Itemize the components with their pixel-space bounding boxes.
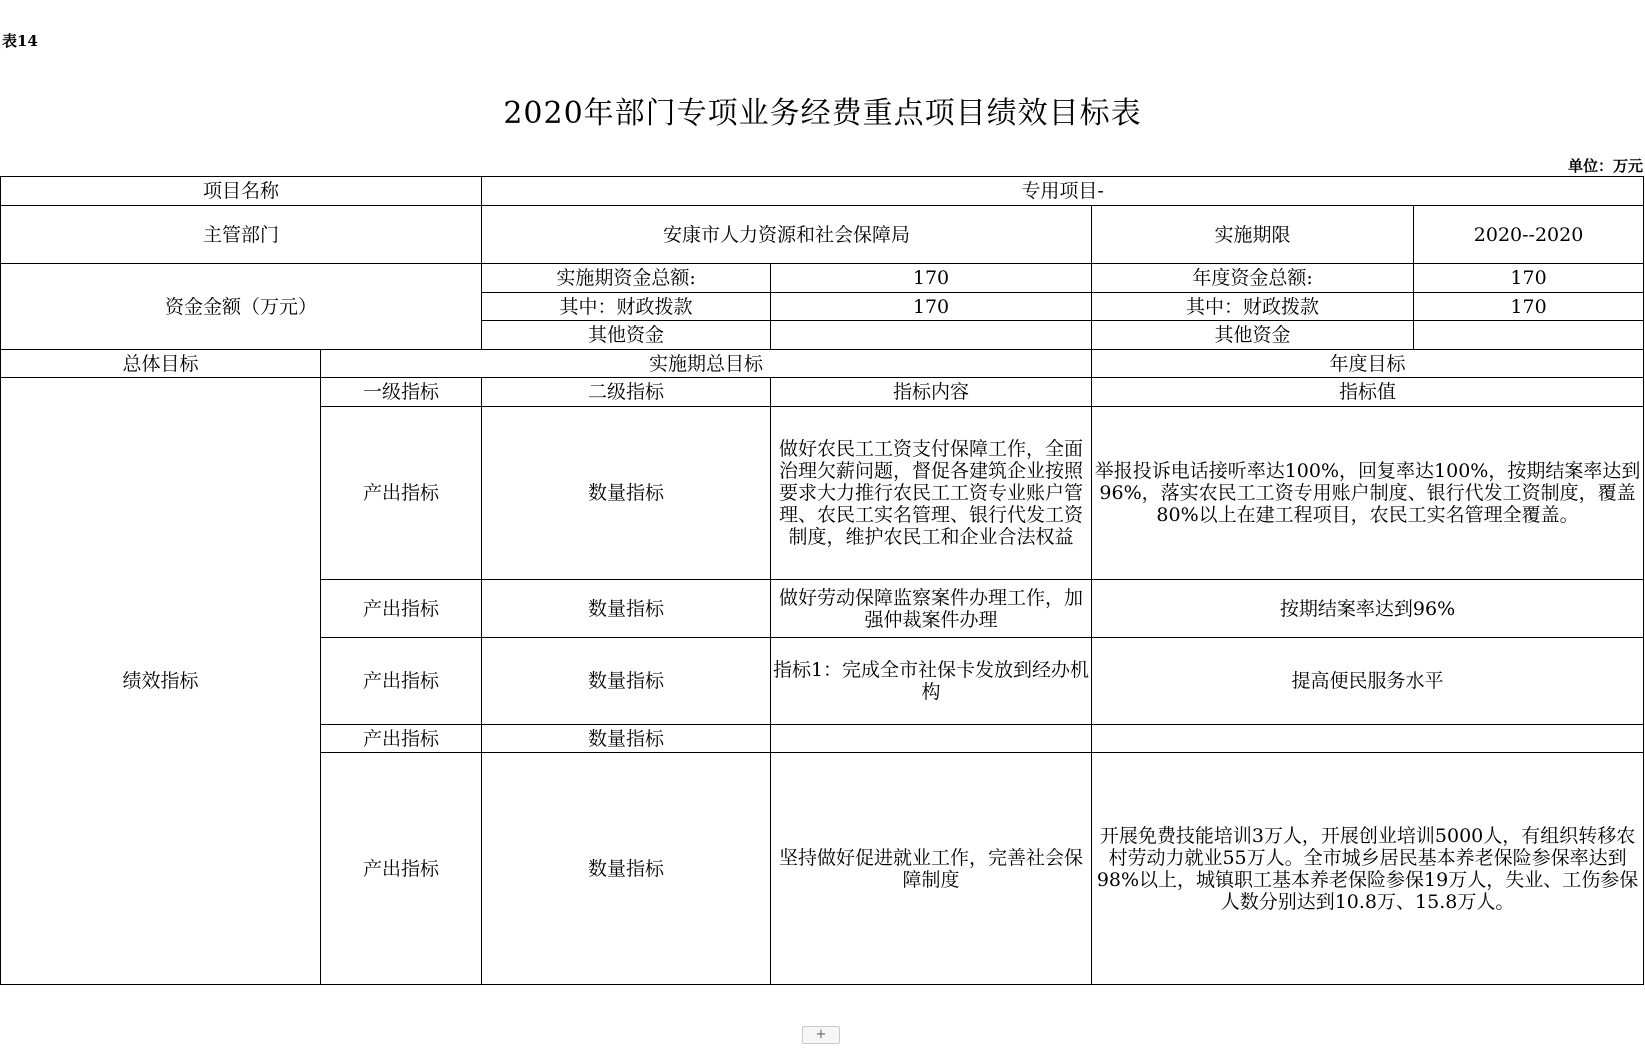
funds-annual-fiscal-label: 其中：财政拨款 (1092, 293, 1414, 321)
performance-table (0, 176, 1644, 985)
row-value: 按期结案率达到96% (1092, 580, 1644, 638)
row-level1: 产出指标 (321, 753, 482, 985)
page-title: 2020年部门专项业务经费重点项目绩效目标表 (503, 96, 1142, 131)
row-level2: 数量指标 (482, 407, 771, 580)
header-level1: 一级指标 (321, 378, 482, 407)
funds-other-value (771, 321, 1092, 350)
funds-total-label: 实施期资金总额: (482, 264, 771, 293)
row-level2: 数量指标 (482, 725, 771, 753)
annual-goal-label: 年度目标 (1092, 350, 1644, 378)
funds-annual-label: 年度资金总额: (1092, 264, 1414, 293)
row-content: 坚持做好促进就业工作，完善社会保障制度 (771, 753, 1092, 985)
table-row (1, 350, 1644, 378)
row-value: 开展免费技能培训3万人，开展创业培训5000人，有组织转移农村劳动力就业55万人。全市城乡居民基本养老保险参保率达到98%以上，城镇职工基本养老保险参保19万人，失业、工伤参保人数分别达到10.8万、15.8万人。 (1092, 753, 1644, 985)
header-value: 指标值 (1092, 378, 1644, 407)
row-content (771, 725, 1092, 753)
row-value: 提高便民服务水平 (1092, 638, 1644, 725)
row-level2: 数量指标 (482, 580, 771, 638)
row-content: 做好劳动保障监察案件办理工作，加强仲裁案件办理 (771, 580, 1092, 638)
period-label: 实施期限 (1092, 206, 1414, 264)
row-level1: 产出指标 (321, 407, 482, 580)
dept-label: 主管部门 (1, 206, 482, 264)
row-value (1092, 725, 1644, 753)
table-row (1, 177, 1644, 206)
row-level1: 产出指标 (321, 725, 482, 753)
row-level2: 数量指标 (482, 753, 771, 985)
header-level2: 二级指标 (482, 378, 771, 407)
project-name-label: 项目名称 (1, 177, 482, 206)
row-level1: 产出指标 (321, 638, 482, 725)
table-row (1, 206, 1644, 264)
project-name-value: 专用项目- (482, 177, 1644, 206)
funds-label: 资金金额（万元） (1, 264, 482, 350)
row-value: 举报投诉电话接听率达100%，回复率达100%，按期结案率达到96%，落实农民工工资专用账户制度、银行代发工资制度，覆盖80%以上在建工程项目，农民工实名管理全覆盖。 (1092, 407, 1644, 580)
table-row (1, 264, 1644, 293)
row-level1: 产出指标 (321, 580, 482, 638)
funds-annual-other-label: 其他资金 (1092, 321, 1414, 350)
table-number: 表14 (2, 32, 38, 50)
row-content: 指标1：完成全市社保卡发放到经办机构 (771, 638, 1092, 725)
funds-total-value: 170 (771, 264, 1092, 293)
row-content: 做好农民工工资支付保障工作，全面治理欠薪问题，督促各建筑企业按照要求大力推行农民工工资专业账户管理、农民工实名管理、银行代发工资制度，维护农民工和企业合法权益 (771, 407, 1092, 580)
dept-value: 安康市人力资源和社会保障局 (482, 206, 1092, 264)
funds-annual-value: 170 (1414, 264, 1644, 293)
header-content: 指标内容 (771, 378, 1092, 407)
funds-fiscal-label: 其中：财政拨款 (482, 293, 771, 321)
table-row (1, 378, 1644, 407)
funds-other-label: 其他资金 (482, 321, 771, 350)
row-level2: 数量指标 (482, 638, 771, 725)
period-value: 2020--2020 (1414, 206, 1644, 264)
period-goal-label: 实施期总目标 (321, 350, 1092, 378)
funds-annual-fiscal-value: 170 (1414, 293, 1644, 321)
funds-annual-other-value (1414, 321, 1644, 350)
funds-fiscal-value: 170 (771, 293, 1092, 321)
unit-label: 单位：万元 (1567, 157, 1643, 175)
expand-button[interactable]: + (802, 1026, 840, 1044)
perf-label: 绩效指标 (1, 378, 321, 985)
overall-goal-label: 总体目标 (1, 350, 321, 378)
